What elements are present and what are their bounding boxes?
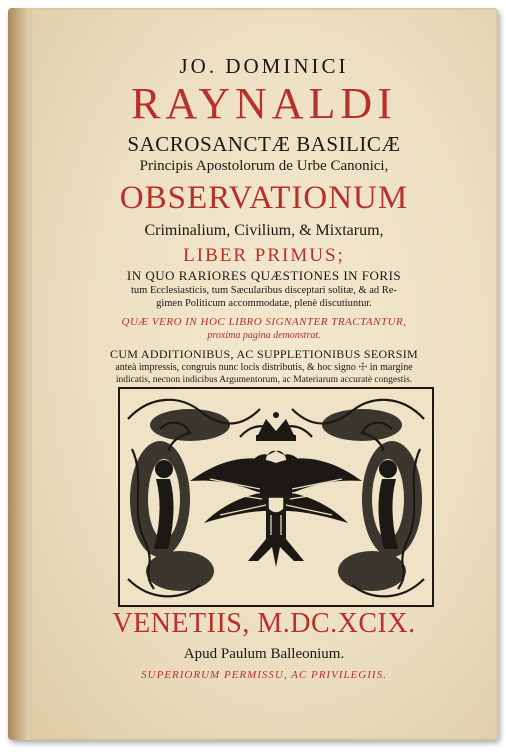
antea-line: anteà impressis, congruis nunc locis distributis, & hoc signo ☩ in margine <box>115 362 413 373</box>
imprint-permission: SUPERIORUM PERMISSU, AC PRIVILEGIIS. <box>141 669 387 681</box>
book-spine <box>8 8 30 740</box>
author-prefix: JO. DOMINICI <box>179 54 349 78</box>
imprint-printer: Apud Paulum Balleonium. <box>183 646 345 662</box>
title-page <box>32 10 496 738</box>
ecclesiasticis-line: tum Ecclesiasticis, tum Sæcularibus disceptari solitæ, & ad Re- <box>131 285 397 296</box>
regimen-line: gimen Politicum accommodatæ, plenè discutiuntur. <box>156 298 372 309</box>
liber-primus-line: LIBER PRIMUS; <box>183 245 345 266</box>
quae-vero-line: QUÆ VERO IN HOC LIBRO SIGNANTER TRACTANTUR, <box>121 316 407 328</box>
cum-additionibus-line: CUM ADDITIONIBUS, AC SUPPLETIONIBUS SEORSIM <box>110 347 418 361</box>
criminalium-line: Criminalium, Civilium, & Mixtarum, <box>144 222 384 239</box>
observationum-line: OBSERVATIONUM <box>119 180 409 216</box>
indicatis-line: indicatis, necnon indicibus Argumentorum, ac Materiarum accuratè congestis. <box>115 375 413 385</box>
double-headed-eagle-crowned-icon <box>120 389 432 605</box>
woodcut-ornament <box>118 387 434 607</box>
in-quo-line: IN QUO RARIORES QUÆSTIONES IN FORIS <box>126 268 402 283</box>
imprint-city-date: VENETIIS, M.DC.XCIX. <box>112 608 416 639</box>
proxima-line: proxima pagina demonstrat. <box>207 330 321 341</box>
principis-line: Principis Apostolorum de Urbe Canonici, <box>139 158 389 174</box>
basilica-line: SACROSANCTÆ BASILICÆ <box>127 132 401 156</box>
author-name: RAYNALDI <box>131 79 397 128</box>
book <box>8 8 498 740</box>
